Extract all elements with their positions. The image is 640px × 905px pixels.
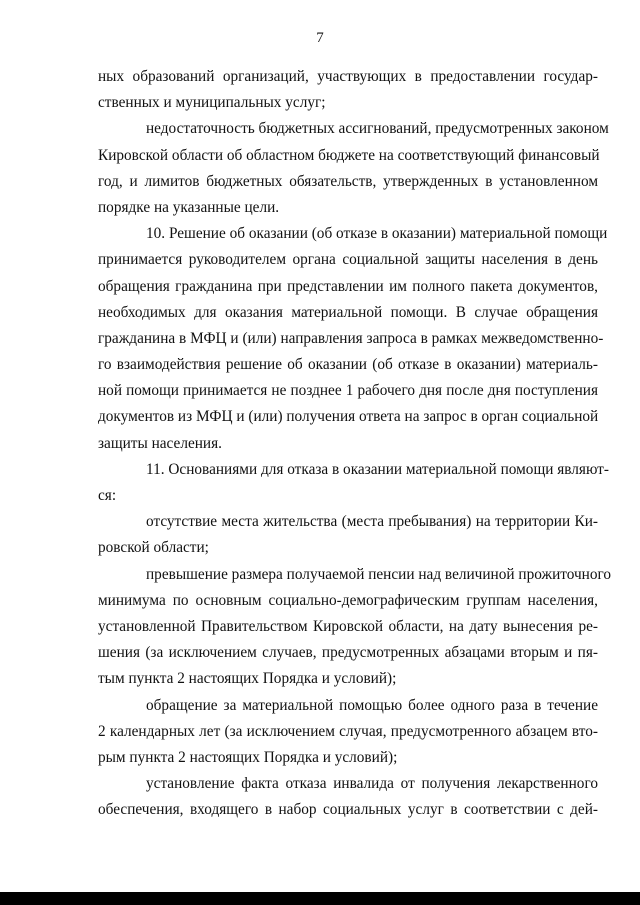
document-body [98, 64, 612, 823]
text-line: го взаимодействия решение об оказании (об отказе в оказании) материаль- [98, 356, 598, 374]
text-line: Кировской области об областном бюджете на соответствующий финансовый [98, 146, 600, 164]
text-line: обеспечения, входящего в набор социальных услуг в соответствии с дей- [98, 801, 598, 819]
text-line: установление факта отказа инвалида от получения лекарственного [146, 775, 598, 793]
text-line: минимума по основным социально-демографическим группам населения, [98, 591, 598, 609]
text-line: шения (за исключением случаев, предусмотренных абзацами вторым и пя- [98, 644, 598, 662]
text-line: ственных и муниципальных услуг; [98, 94, 326, 112]
text-line: рым пункта 2 настоящих Порядка и условий); [98, 748, 398, 766]
text-line: 11. Основаниями для отказа в оказании материальной помощи являют- [146, 460, 609, 478]
text-line: недостаточность бюджетных ассигнований, предусмотренных законом [146, 120, 609, 138]
text-line: превышение размера получаемой пенсии над величиной прожиточного [146, 565, 612, 583]
text-line: обращение за материальной помощью более одного раза в течение [146, 696, 598, 714]
text-line: ных образований организаций, участвующих в предоставлении государ- [98, 68, 598, 85]
text-line: год, и лимитов бюджетных обязательств, утвержденных в установленном [98, 172, 598, 190]
text-line: установленной Правительством Кировской области, на дату вынесения ре- [98, 617, 598, 635]
text-line: необходимых для оказания материальной помощи. В случае обращения [98, 303, 598, 321]
text-line: обращения гражданина при представлении им полного пакета документов, [98, 277, 598, 295]
text-line: ровской области; [98, 539, 209, 557]
page-number: 7 [316, 30, 324, 46]
text-line: документов из МФЦ и (или) получения ответа на запрос в орган социальной [98, 408, 599, 426]
text-line: порядке на указанные цели. [98, 198, 280, 216]
text-line: тым пункта 2 настоящих Порядка и условий); [98, 670, 397, 688]
text-line: отсутствие места жительства (места пребывания) на территории Ки- [146, 513, 598, 531]
text-line: принимается руководителем органа социальной защиты населения в день [98, 251, 598, 269]
text-line: ной помощи принимается не позднее 1 рабочего дня после дня поступления [98, 382, 598, 400]
text-line: гражданина в МФЦ и (или) направления запроса в рамках межведомственно- [98, 329, 604, 347]
text-line: 2 календарных лет (за исключением случая, предусмотренного абзацем вто- [98, 722, 598, 740]
text-line: защиты населения. [98, 434, 222, 452]
text-line: 10. Решение об оказании (об отказе в оказании) материальной помощи [146, 225, 608, 243]
text-line: ся: [98, 487, 117, 504]
scan-bottom-edge [0, 892, 640, 905]
